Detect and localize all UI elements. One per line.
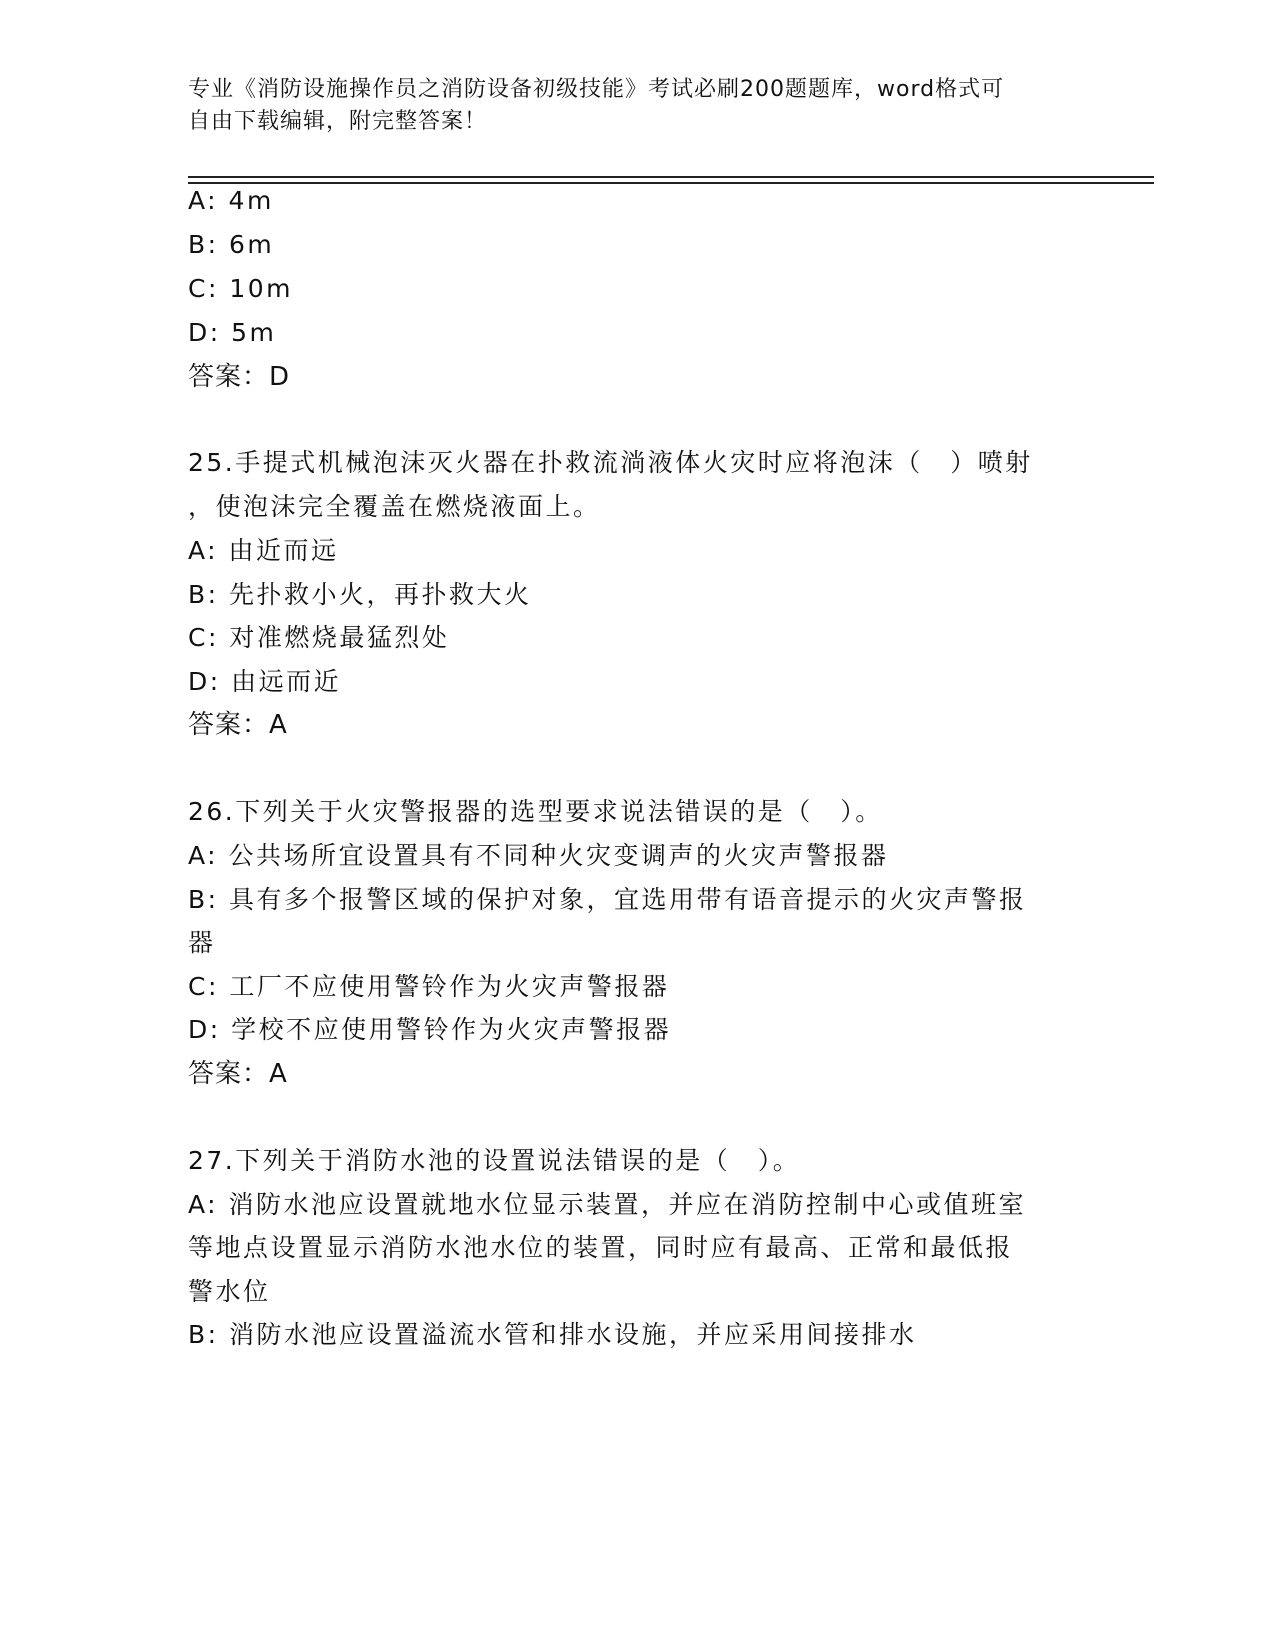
document-header — [188, 74, 1088, 138]
q25-option-d: D: 由远而近 — [188, 667, 342, 696]
q27-option-b: B: 消防水池应设置溢流水管和排水设施，并应采用间接排水 — [188, 1320, 917, 1349]
q27-stem: 27.下列关于消防水池的设置说法错误的是（ ）。 — [188, 1146, 801, 1175]
q26-option-a: A: 公共场所宜设置具有不同种火灾变调声的火灾声警报器 — [188, 841, 889, 870]
q24-option-b: B: 6m — [188, 230, 275, 259]
q26-answer: 答案：A — [188, 1059, 288, 1089]
q26-option-d: D: 学校不应使用警铃作为火灾声警报器 — [188, 1015, 672, 1044]
q24-answer: 答案：D — [188, 362, 291, 392]
q25-answer: 答案：A — [188, 710, 288, 740]
q27-option-a-line-1: A: 消防水池应设置就地水位显示装置，并应在消防控制中心或值班室 — [188, 1190, 1027, 1219]
q25-option-b: B: 先扑救小火，再扑救大火 — [188, 580, 532, 609]
q27-option-a-line-3: 警水位 — [188, 1277, 271, 1306]
q25-stem-line-1: 25.手提式机械泡沫灭火器在扑救流淌液体火灾时应将泡沫（ ）喷射 — [188, 448, 1033, 477]
q26-stem: 26.下列关于火灾警报器的选型要求说法错误的是（ ）。 — [188, 797, 883, 826]
q24-option-d: D: 5m — [188, 318, 277, 347]
q26-option-b-line-1: B: 具有多个报警区域的保护对象，宜选用带有语音提示的火灾声警报 — [188, 885, 1027, 914]
q25-stem-line-2: ，使泡沫完全覆盖在燃烧液面上。 — [188, 492, 601, 521]
header-divider-top — [188, 176, 1154, 178]
q24-option-c: C: 10m — [188, 274, 293, 303]
q27-option-a-line-2: 等地点设置显示消防水池水位的装置，同时应有最高、正常和最低报 — [188, 1233, 1014, 1262]
q25-option-c: C: 对准燃烧最猛烈处 — [188, 623, 450, 652]
q26-option-b-line-2: 器 — [188, 928, 216, 957]
q26-option-c: C: 工厂不应使用警铃作为火灾声警报器 — [188, 972, 670, 1001]
header-line-1: 专业《消防设施操作员之消防设备初级技能》考试必刷200题题库，word格式可 — [188, 77, 1005, 102]
header-line-2: 自由下载编辑，附完整答案！ — [188, 109, 488, 134]
q24-option-a: A: 4m — [188, 186, 274, 215]
header-divider-bottom — [188, 182, 1154, 184]
q25-option-a: A: 由近而远 — [188, 536, 339, 565]
